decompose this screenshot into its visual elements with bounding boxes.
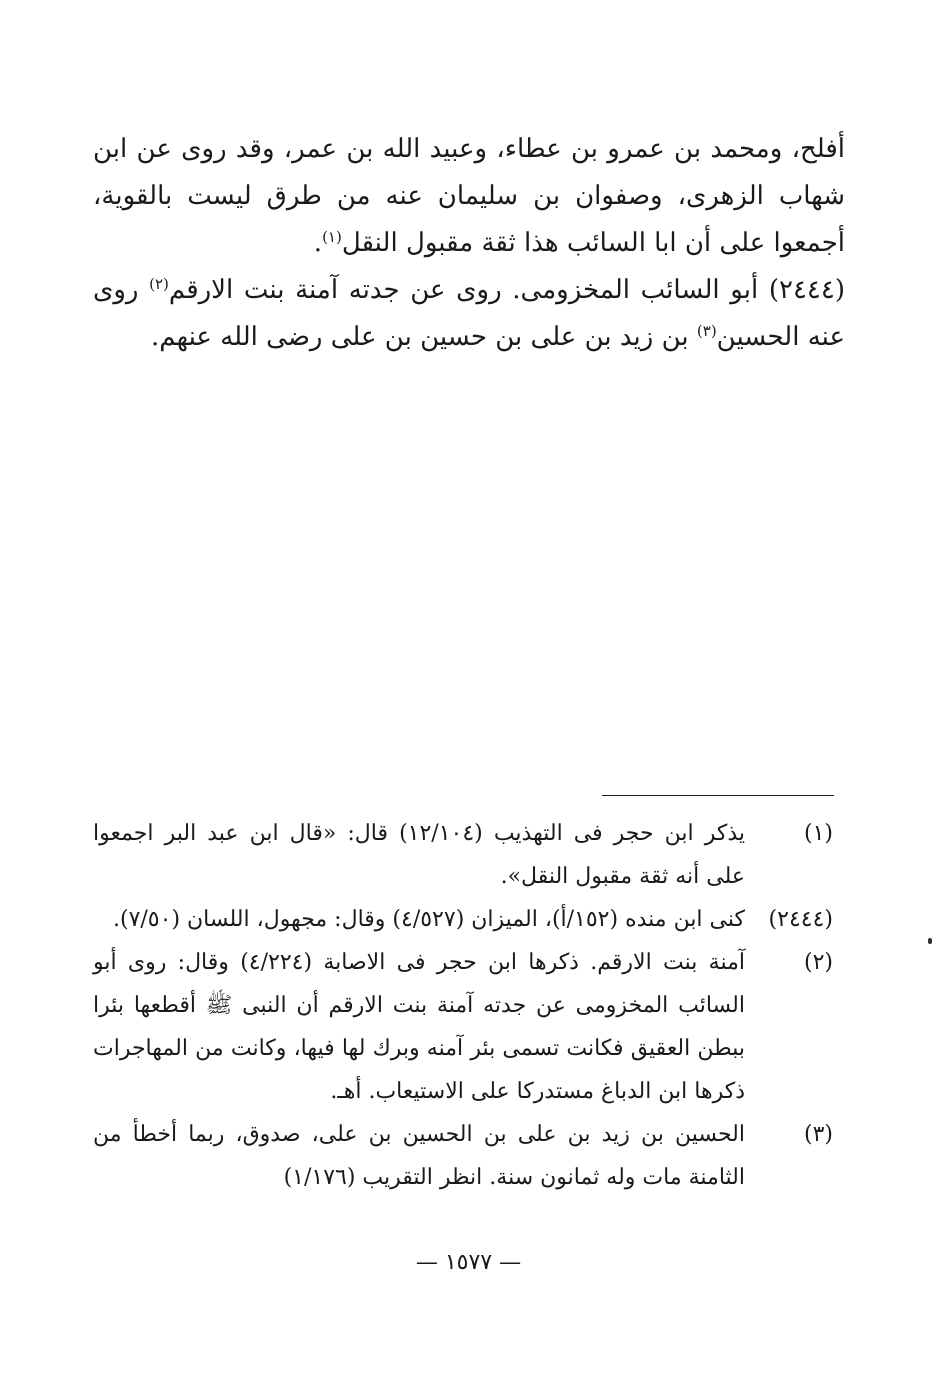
entry-text-3: بن زيد بن على بن حسين بن على رضى الله عنهم. — [151, 322, 697, 352]
entry-number: (٢٤٤٤) — [768, 275, 845, 305]
footnote-2 — [93, 941, 845, 1113]
entry-text-2: روى عنه الحسين — [93, 275, 845, 352]
footnote-marker: (١) — [803, 821, 833, 846]
footnote-text: آمنة بنت الارقم. ذكرها ابن حجر فى الاصابة (٤/٢٢٤) وقال: روى أبو السائب المخزومى عن جدته آمنة بنت الارقم أن النبى ﷺ أقطعها بئرا ببطن العقيق فكانت تسمى بئر آمنه وبرك لها فيها، وكانت من المهاجرات ذكرها ابن الدباغ مستدركا على الاستيعاب. أهـ. — [93, 950, 745, 1104]
scan-speck — [928, 938, 932, 944]
footnote-ref-1[interactable]: (١) — [322, 228, 342, 246]
main-text — [93, 126, 845, 361]
footnote-divider — [602, 795, 834, 796]
paragraph-1 — [93, 126, 845, 267]
footnote-ref-2[interactable]: (٢) — [149, 275, 169, 293]
footnote-marker: (٢٤٤٤) — [768, 907, 833, 932]
footnote-1 — [93, 812, 845, 898]
footnote-2444 — [93, 898, 845, 941]
footnote-ref-3[interactable]: (٣) — [696, 322, 717, 340]
page-number: — ١٥٧٧ — — [415, 1250, 522, 1275]
entry-text-1: أبو السائب المخزومى. روى عن جدته آمنة بنت الارقم — [168, 275, 769, 305]
paragraph-1-end: . — [313, 228, 323, 258]
footnotes-section — [93, 812, 845, 1199]
entry-2444 — [93, 267, 845, 361]
footnote-marker: (٢) — [803, 950, 833, 975]
paragraph-1-text: أفلح، ومحمد بن عمرو بن عطاء، وعبيد الله بن عمر، وقد روى عن ابن شهاب الزهرى، وصفوان بن سليمان عنه من طرق ليست بالقوية، أجمعوا على أن ابا السائب هذا ثقة مقبول النقل — [93, 134, 846, 258]
footnote-text: كنى ابن منده (١٥٢/أ)، الميزان (٤/٥٢٧) وقال: مجهول، اللسان (٧/٥٠). — [113, 907, 745, 932]
footnote-3 — [93, 1113, 845, 1199]
footnote-marker: (٣) — [803, 1122, 833, 1147]
footnote-text: الحسين بن زيد بن على بن الحسين بن على، صدوق، ربما أخطأ من الثامنة مات وله ثمانون سنة. انظر التقريب (١/١٧٦) — [93, 1122, 745, 1190]
footnote-text: يذكر ابن حجر فى التهذيب (١٢/١٠٤) قال: «قال ابن عبد البر اجمعوا على أنه ثقة مقبول النقل». — [93, 821, 746, 889]
